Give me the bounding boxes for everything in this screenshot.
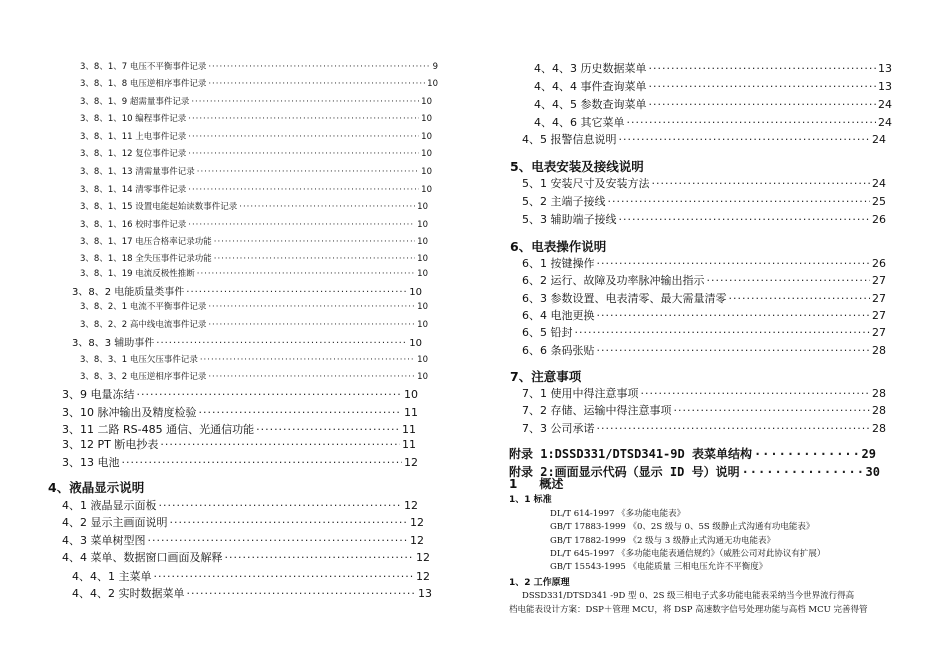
toc-entry[interactable] [522,175,886,191]
toc-dot-leader [208,79,425,89]
toc-entry-title: 4、5 报警信息说明 [522,133,617,146]
toc-entry[interactable] [522,131,886,147]
toc-dot-leader [170,516,409,529]
toc-entry[interactable] [80,95,432,107]
toc-page-number: 12 [404,456,418,469]
toc-dot-leader [649,80,877,93]
toc-dot-leader [187,587,417,600]
toc-entry[interactable] [534,60,892,76]
toc-dot-leader [154,570,415,583]
toc-page-number: 13 [418,587,432,600]
toc-entry-title: 3、8、1、17 电压合格率记录功能 [80,237,212,247]
toc-page-number: 10 [417,320,428,330]
toc-dot-leader [191,97,419,107]
toc-chapter-heading[interactable] [48,478,144,496]
toc-page-number: 25 [872,195,886,208]
toc-entry-title: 4、4、4 事件查询菜单 [534,80,647,93]
toc-chapter-heading[interactable] [510,157,644,175]
toc-dot-leader [597,309,871,322]
toc-dot-leader [188,132,419,142]
toc-entry-title: 7、3 公司承诺 [522,422,595,435]
toc-page-number: 10 [417,202,428,212]
toc-entry[interactable] [80,300,428,312]
toc-entry-title: 附录 1:DSSD331/DTSD341-9D 表菜单结构 [509,447,752,461]
toc-dot-leader [148,534,409,547]
toc-page-number: 10 [421,149,432,159]
toc-page-number: 13 [878,62,892,75]
toc-page-number: 28 [872,422,886,435]
toc-entry[interactable] [80,267,428,279]
toc-entry[interactable] [72,585,432,601]
toc-entry-title: 6、2 运行、故障及功率脉冲输出指示 [522,274,705,287]
toc-dot-leader [160,438,400,451]
toc-dot-leader [188,220,415,230]
toc-entry-title: 4、4 菜单、数据窗口画面及解释 [62,551,223,564]
toc-entry-title: 7、2 存储、运输中得注意事项 [522,404,672,417]
toc-entry-title: 7、1 使用中得注意事项 [522,387,639,400]
toc-entry-title: 5、3 辅助端子接线 [522,213,617,226]
toc-page-number: 29 [861,447,876,461]
toc-entry[interactable] [80,218,428,230]
toc-page-number: 24 [878,116,892,129]
toc-entry[interactable] [80,112,432,124]
toc-entry[interactable] [62,436,416,452]
toc-page-number: 27 [872,309,886,322]
toc-page-number: 24 [878,98,892,111]
toc-dot-leader [608,195,871,208]
toc-page-number: 11 [402,438,416,451]
toc-entry-title: 3、8、3、1 电压欠压事件记录 [80,355,198,365]
toc-page-number: 27 [872,326,886,339]
toc-entry[interactable] [509,445,876,462]
toc-page-number: 27 [872,292,886,305]
toc-entry-title: 6、电表操作说明 [510,239,607,254]
toc-entry-title: 3、8、2、1 电流不平衡事件记录 [80,302,207,312]
toc-page-number: 10 [417,269,428,279]
toc-dot-leader [652,177,871,190]
toc-entry-title: 3、11 二路 RS-485 通信、光通信功能 [62,423,255,436]
toc-dot-leader [256,423,400,436]
toc-page-number: 10 [421,167,432,177]
toc-page-number: 10 [417,254,428,264]
toc-entry[interactable] [80,200,428,212]
toc-entry-title: 3、8、3 辅助事件 [72,338,155,349]
toc-dot-leader [137,388,403,401]
toc-entry[interactable] [522,385,886,401]
toc-entry-title: 3、8、1、8 电压逆相序事件记录 [80,79,207,89]
toc-entry-title: 4、4、6 其它菜单 [534,116,625,129]
toc-page-number: 12 [416,551,430,564]
toc-entry[interactable] [522,290,886,306]
toc-page-number: 10 [417,355,428,365]
toc-entry[interactable] [62,532,424,548]
toc-entry[interactable] [62,454,418,470]
toc-dot-leader [214,237,415,247]
toc-entry-title: 6、5 铅封 [522,326,573,339]
toc-dot-leader [597,344,871,357]
toc-entry-title: 3、8、1、18 全失压事件记录功能 [80,254,212,264]
toc-page-number: 26 [872,257,886,270]
section-standards-title: 1、1 标准 [509,495,552,505]
toc-page-number: 10 [404,388,418,401]
toc-entry-title: 3、12 PT 断电抄表 [62,438,159,451]
toc-dot-leader [188,114,419,124]
toc-dot-leader [156,338,407,349]
toc-entry[interactable] [80,353,428,365]
toc-page-number: 13 [878,80,892,93]
toc-entry-title: 3、8、1、19 电流反极性推断 [80,269,195,279]
toc-entry-title: 6、3 参数设置、电表清零、最大需量清零 [522,292,727,305]
toc-page-number: 10 [421,114,432,124]
toc-dot-leader [188,185,419,195]
toc-page-number: 28 [872,387,886,400]
toc-page-number: 12 [410,534,424,547]
toc-dot-leader [742,465,864,479]
toc-dot-leader [729,292,871,305]
toc-entry[interactable] [80,370,428,382]
toc-entry-title: 4、4、5 参数查询菜单 [534,98,647,111]
toc-entry-title: 5、2 主端子接线 [522,195,606,208]
toc-page-number: 12 [416,570,430,583]
toc-entry-title: 3、10 脉冲输出及精度检验 [62,406,197,419]
toc-entry-title: 3、8、1、16 校时事件记录 [80,220,187,230]
toc-entry-title: 4、3 菜单树型图 [62,534,146,547]
toc-page-number: 30 [865,465,880,479]
toc-entry[interactable] [522,307,886,323]
toc-entry[interactable] [522,272,886,288]
toc-dot-leader [208,372,415,382]
toc-dot-leader [707,274,871,287]
toc-page-number: 10 [421,185,432,195]
toc-entry[interactable] [80,252,428,264]
toc-entry-title: 4、4、1 主菜单 [72,570,152,583]
toc-dot-leader [627,116,877,129]
toc-entry-title: 3、13 电池 [62,456,120,469]
toc-dot-leader [649,62,877,75]
toc-dot-leader [188,149,419,159]
toc-page-number: 10 [417,372,428,382]
toc-page-number: 10 [417,237,428,247]
toc-dot-leader [186,287,407,298]
toc-dot-leader [619,133,871,146]
toc-entry-title: 6、1 按键操作 [522,257,595,270]
toc-entry[interactable] [72,568,430,584]
toc-page-number: 26 [872,213,886,226]
toc-entry[interactable] [80,130,432,142]
toc-dot-leader [208,302,415,312]
toc-page-number: 12 [410,516,424,529]
toc-entry-title: 4、4、3 历史数据菜单 [534,62,647,75]
standard-item: GB/T 17882-1999 《2 级与 3 级静止式沟通无功电能表》 [550,536,775,546]
toc-entry[interactable] [80,77,438,89]
toc-page-number: 10 [421,132,432,142]
toc-dot-leader [208,62,430,72]
toc-entry-title: 6、6 条码张贴 [522,344,595,357]
toc-page-number: 28 [872,404,886,417]
toc-page-number: 24 [872,177,886,190]
toc-entry[interactable] [80,318,428,330]
overview-heading-text: 概述 [539,477,564,491]
toc-entry-title: 3、9 电量冻结 [62,388,135,401]
toc-page-number: 10 [409,287,422,298]
toc-entry-title: 3、8、1、9 超需量事件记录 [80,97,190,107]
toc-entry[interactable] [62,497,418,513]
toc-entry-title: 3、8、1、11 上电事件记录 [80,132,187,142]
toc-entry[interactable] [522,211,886,227]
toc-chapter-heading[interactable] [510,367,581,385]
toc-page-number: 10 [417,220,428,230]
toc-entry[interactable] [62,549,430,565]
principle-paragraph-line: 档电能表设计方案：DSP＋管理 MCU，将 DSP 高速数字信号处理功能与高档 MCU 完善得管 [509,605,868,615]
toc-entry-title: 3、8、1、14 清零事件记录 [80,185,187,195]
toc-entry[interactable] [80,235,428,247]
toc-page-number: 9 [432,62,438,72]
toc-entry-title: 4、1 液晶显示面板 [62,499,157,512]
toc-dot-leader [199,406,403,419]
toc-page-number: 10 [421,97,432,107]
toc-entry[interactable] [534,96,892,112]
overview-heading [509,475,563,492]
toc-entry-title: 3、8、3、2 电压逆相序事件记录 [80,372,207,382]
toc-dot-leader [214,254,415,264]
toc-page-number: 10 [427,79,438,89]
toc-page-number: 11 [402,423,416,436]
toc-dot-leader [200,355,415,365]
standard-item: GB/T 17883-1999 《0、2S 级与 0、5S 级静止式沟通有功电能表》 [550,522,815,532]
toc-entry-title: 5、1 安装尺寸及安装方法 [522,177,650,190]
toc-dot-leader [197,269,415,279]
overview-heading-number: 1 [509,477,518,491]
toc-chapter-heading[interactable] [510,237,606,255]
toc-entry[interactable] [522,193,886,209]
toc-dot-leader [597,257,871,270]
principle-paragraph-line: DSSD331/DTSD341 -9D 型 0、2S 级三相电子式多功能电能表采纳当今世界流行得高 [522,591,855,601]
toc-entry[interactable] [62,421,416,437]
toc-entry[interactable] [522,255,886,271]
toc-entry-title: 4、4、2 实时数据菜单 [72,587,185,600]
toc-dot-leader [159,499,403,512]
toc-dot-leader [619,213,871,226]
toc-page-number: 28 [872,344,886,357]
toc-dot-leader [754,447,860,461]
toc-page-number: 12 [404,499,418,512]
toc-entry[interactable] [522,402,886,418]
toc-dot-leader [208,320,415,330]
standard-item: DL/T 645-1997 《多功能电能表通信规约》（威胜公司对此协议有扩展） [550,549,826,559]
toc-entry-title: 3、8、1、10 编程事件记录 [80,114,187,124]
toc-dot-leader [649,98,877,111]
toc-entry[interactable] [62,514,424,530]
toc-page-number: 10 [417,302,428,312]
toc-entry-title: 3、8、1、7 电压不平衡事件记录 [80,62,207,72]
toc-entry[interactable] [522,342,886,358]
toc-entry-title: 3、8、2 电能质量类事件 [72,287,185,298]
toc-entry[interactable] [509,463,880,480]
standard-item: DL/T 614-1997 《多功能电能表》 [550,509,686,519]
toc-entry-title: 3、8、2、2 高中线电流事件记录 [80,320,207,330]
toc-page-number: 11 [404,406,418,419]
toc-page-number: 27 [872,274,886,287]
toc-page-number: 10 [409,338,422,349]
toc-entry[interactable] [62,386,418,402]
toc-entry-title: 3、8、1、12 复位事件记录 [80,149,187,159]
toc-entry[interactable] [80,147,432,159]
toc-dot-leader [122,456,403,469]
toc-entry[interactable] [522,420,886,436]
toc-entry[interactable] [62,404,418,420]
toc-dot-leader [225,551,415,564]
toc-entry-title: 4、液晶显示说明 [48,480,145,495]
toc-dot-leader [597,422,871,435]
toc-entry[interactable] [80,183,432,195]
toc-entry[interactable] [534,114,892,130]
toc-entry-title: 3、8、1、13 清需量事件记录 [80,167,195,177]
toc-entry-title: 4、2 显示主画面说明 [62,516,168,529]
toc-entry[interactable] [80,165,432,177]
section-principle-title: 1、2 工作原理 [509,578,570,588]
standard-item: GB/T 15543-1995 《电能质量 三相电压允许不平衡度》 [550,562,768,572]
toc-entry-title: 6、4 电池更换 [522,309,595,322]
toc-entry[interactable] [72,334,422,349]
toc-page-number: 24 [872,133,886,146]
toc-entry[interactable] [522,324,886,340]
toc-dot-leader [674,404,871,417]
toc-entry[interactable] [72,283,422,298]
toc-entry-title: 3、8、1、15 设置电能起始读数事件记录 [80,202,238,212]
toc-dot-leader [641,387,871,400]
toc-entry[interactable] [80,60,438,72]
toc-dot-leader [197,167,419,177]
toc-dot-leader [239,202,415,212]
toc-dot-leader [575,326,871,339]
toc-entry-title: 5、电表安装及接线说明 [510,159,644,174]
toc-entry-title: 附录 2:画面显示代码（显示 ID 号）说明 [509,465,740,479]
toc-entry[interactable] [534,78,892,94]
toc-entry-title: 7、注意事项 [510,369,582,384]
